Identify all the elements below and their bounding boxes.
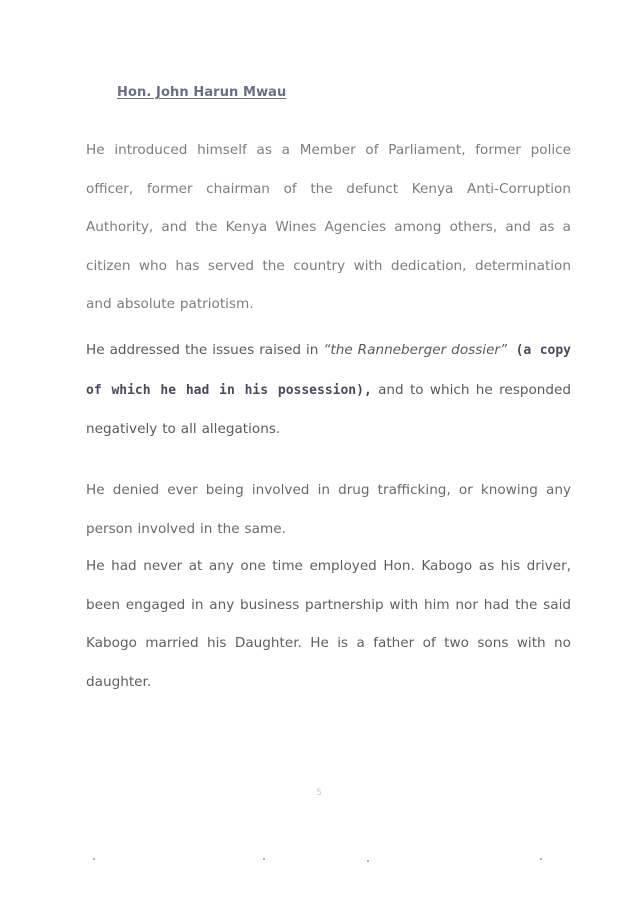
paragraph-dossier-text-start: He addressed the issues raised in xyxy=(86,342,324,358)
paragraph-kabogo: He had never at any one time employed Hon. Kabogo as his driver, been engaged in any business partnership with him nor had the said Kabogo married his Daughter. He is a father of two sons with no daughter. xyxy=(86,558,571,690)
dossier-possession-note: (a copy of which he had in his possession), xyxy=(86,343,572,398)
scan-speck xyxy=(263,858,265,860)
paragraph-introduction: He introduced himself as a Member of Parliament, former police officer, former chairman of the defunct Kenya Anti-Corruption Authority, and the Kenya Wines Agencies among others, and as a citizen who has served the country with dedication, determination and absolute patriotism. xyxy=(86,142,571,312)
scan-speck xyxy=(93,858,95,860)
scan-speck xyxy=(367,860,369,862)
paragraph-dossier-text-end: and to which he responded negatively to all allegations. xyxy=(86,381,571,437)
paragraph-drug-denial: He denied ever being involved in drug trafficking, or knowing any person involved in the same. xyxy=(86,482,571,537)
page-number: 5 xyxy=(316,788,322,798)
scan-speck xyxy=(540,858,542,860)
paragraph-dossier xyxy=(86,331,571,449)
dossier-title: “the Ranneberger dossier” xyxy=(323,342,508,358)
section-heading: Hon. John Harun Mwau xyxy=(117,85,287,100)
